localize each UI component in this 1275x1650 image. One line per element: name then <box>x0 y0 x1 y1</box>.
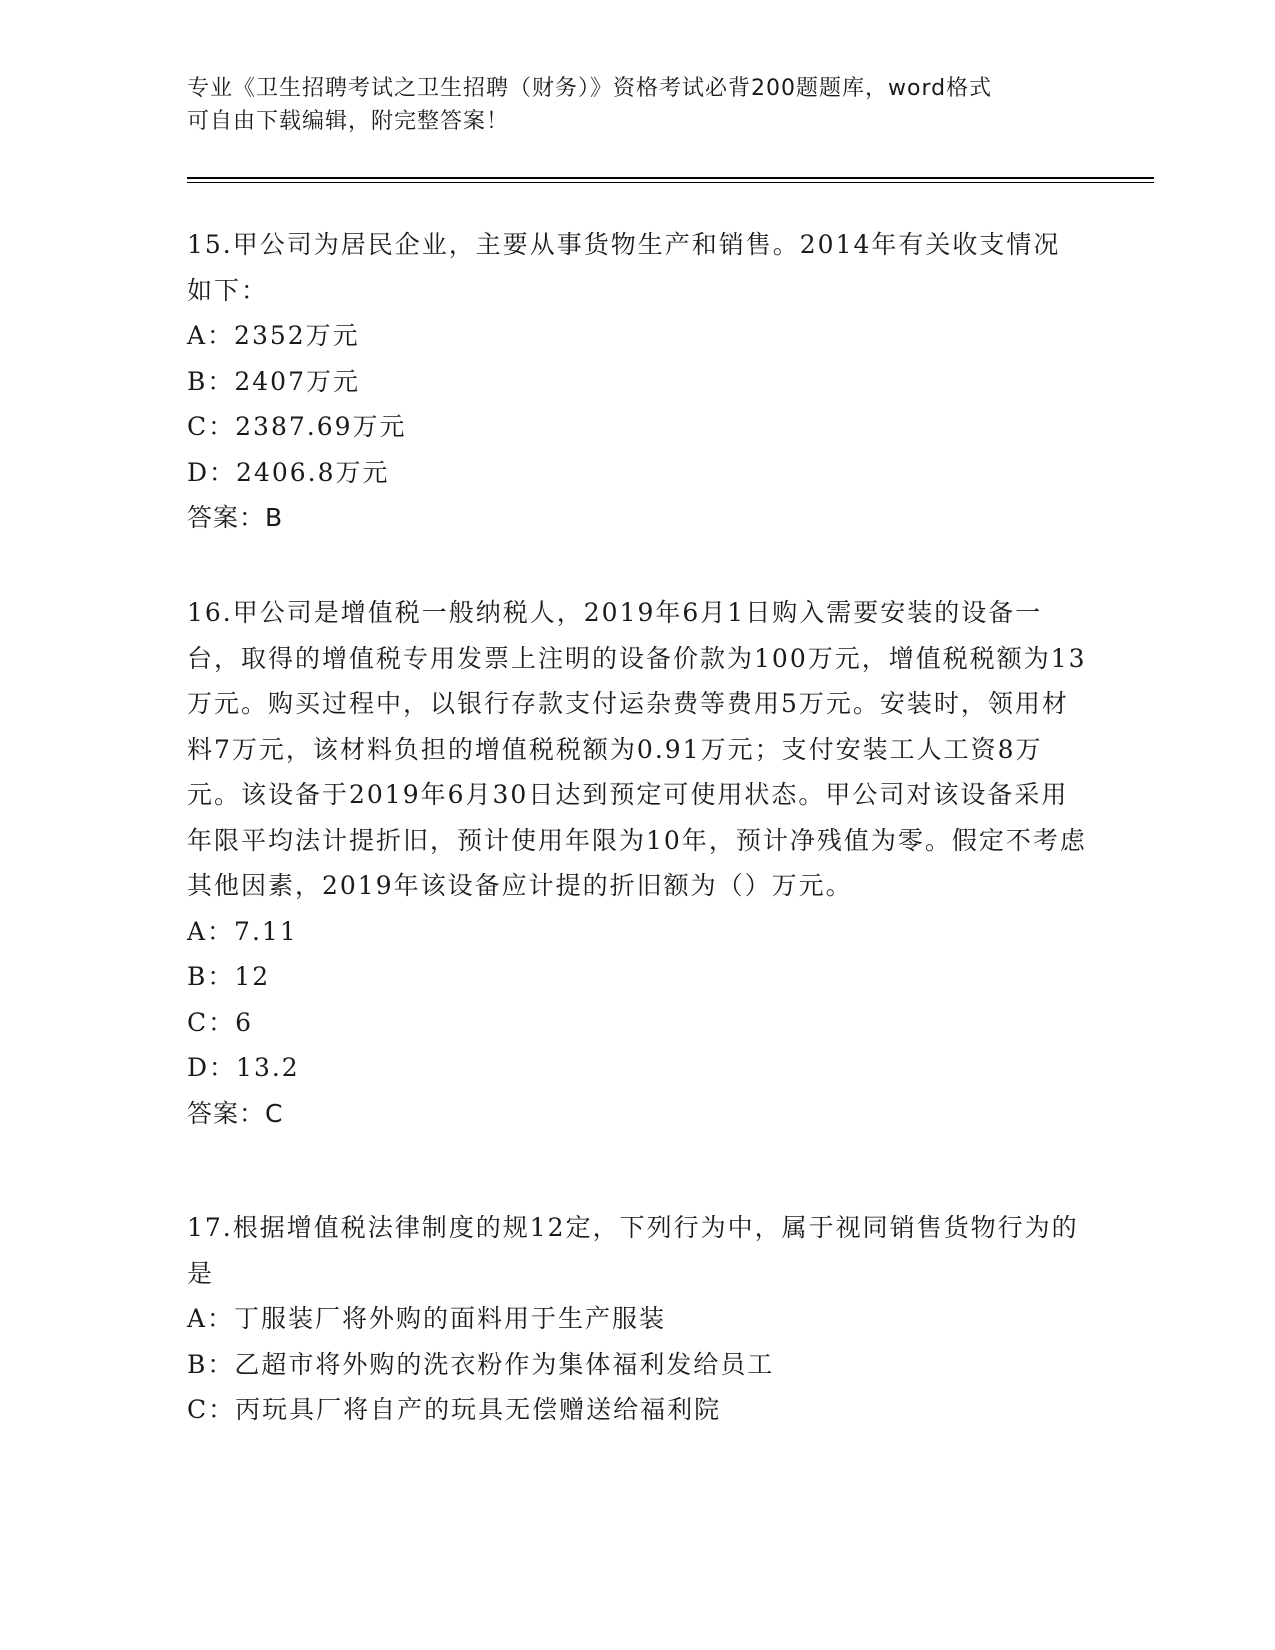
option-b: B：12 <box>187 962 271 991</box>
option-b: B：2407万元 <box>187 366 360 396</box>
option-a: A：7.11 <box>187 916 298 946</box>
header-line-2: 可自由下载编辑，附完整答案！ <box>187 109 510 134</box>
option-c: C：6 <box>187 1007 254 1037</box>
header-rule-thick <box>187 177 1154 179</box>
option-b: B：乙超市将外购的洗衣粉作为集体福利发给员工 <box>187 1349 775 1379</box>
document-header <box>187 72 1067 138</box>
question-15 <box>187 222 1087 541</box>
header-line-1: 专业《卫生招聘考试之卫生招聘（财务）》资格考试必背200题题库，word格式 <box>187 76 993 101</box>
question-stem: 17.根据增值税法律制度的规12定，下列行为中，属于视同销售货物行为的是 <box>187 1213 1079 1288</box>
option-d: D：2406.8万元 <box>187 457 390 487</box>
answer: 答案：C <box>187 1098 284 1128</box>
option-a: A：丁服装厂将外购的面料用于生产服装 <box>187 1304 667 1333</box>
option-d: D：13.2 <box>187 1053 300 1082</box>
question-stem: 15.甲公司为居民企业，主要从事货物生产和销售。2014年有关收支情况如下： <box>187 230 1061 305</box>
question-16 <box>187 590 1087 1136</box>
option-c: C：丙玩具厂将自产的玩具无偿赠送给福利院 <box>187 1395 722 1424</box>
option-c: C：2387.69万元 <box>187 412 407 441</box>
option-a: A：2352万元 <box>187 321 360 350</box>
header-rule-thin <box>187 182 1154 183</box>
answer: 答案：B <box>187 503 284 532</box>
question-17 <box>187 1205 1087 1433</box>
question-stem: 16.甲公司是增值税一般纳税人，2019年6月1日购入需要安装的设备一台，取得的增值税专用发票上注明的设备价款为100万元，增值税税额为13万元。购买过程中，以银行存款支付运杂费等费用5万元。安装时，领用材料7万元，该材料负担的增值税税额为0.91万元；支付安装工人工资8万元。该设备于2019年6月30日达到预定可使用状态。甲公司对该设备采用年限平均法计提折旧，预计使用年限为10年，预计净残值为零。假定不考虑其他因素，2019年该设备应计提的折旧额为（）万元。 <box>187 598 1087 900</box>
